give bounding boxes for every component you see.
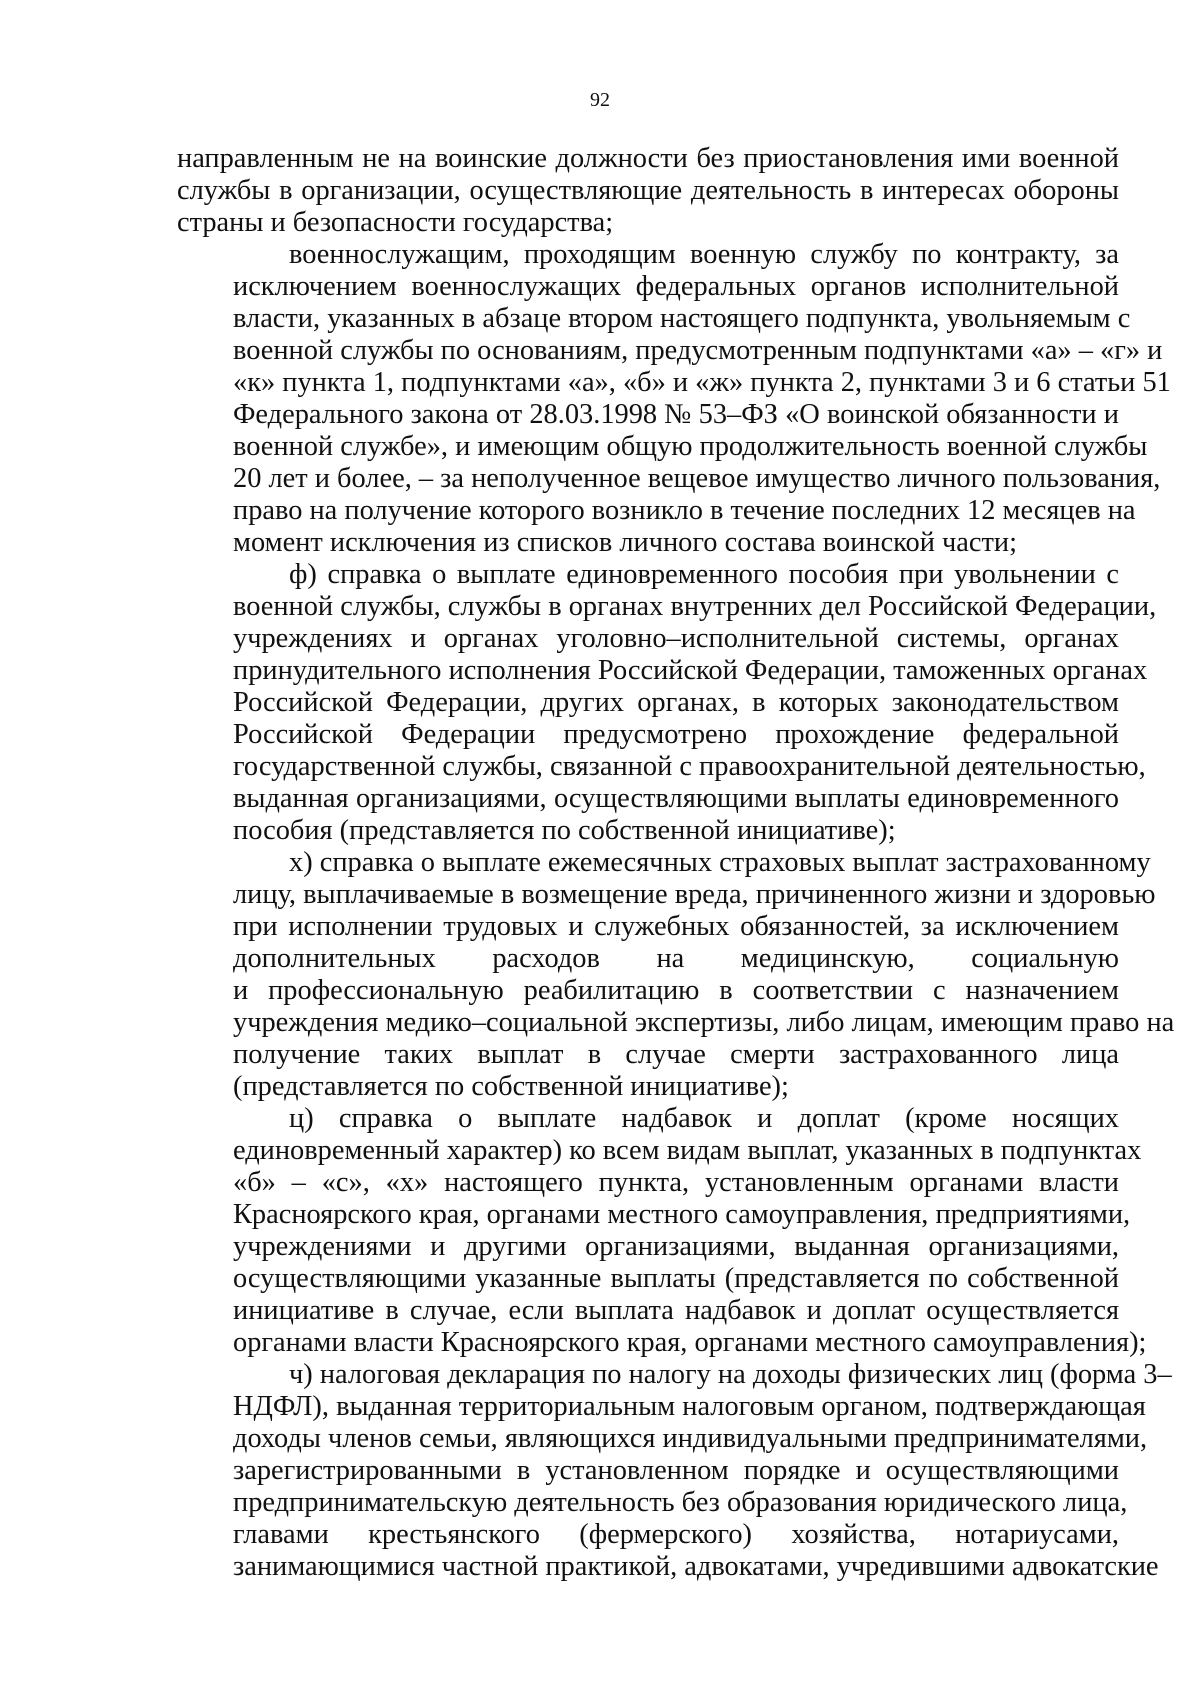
text-line: учреждения медико–социальной экспертизы, либо лицам, имеющим право на (233, 1007, 1175, 1038)
text-line: дополнительных расходов на медицинскую, социальную (233, 943, 1119, 974)
text-line: военной службы, службы в органах внутренних дел Российской Федерации, (233, 591, 1157, 622)
text-line: направленным не на воинские должности без приостановления ими военной (177, 143, 1119, 174)
text-line: службы в организации, осуществляющие деятельность в интересах обороны (177, 175, 1119, 206)
text-line: зарегистрированными в установленном порядке и осуществляющими (233, 1455, 1119, 1486)
text-line: пособия (представляется по собственной инициативе); (233, 815, 896, 846)
text-line: и профессиональную реабилитацию в соответствии с назначением (233, 975, 1119, 1006)
text-line: исключением военнослужащих федеральных органов исполнительной (233, 271, 1119, 302)
text-line: принудительного исполнения Российской Федерации, таможенных органах (233, 655, 1148, 686)
text-line: военной службе», и имеющим общую продолжительность военной службы (233, 431, 1148, 462)
text-line: военнослужащим, проходящим военную службу по контракту, за (289, 239, 1119, 270)
document-body (177, 143, 1175, 1583)
text-line: НДФЛ), выданная территориальным налоговым органом, подтверждающая (233, 1391, 1146, 1422)
text-line: Красноярского края, органами местного самоуправления, предприятиями, (233, 1199, 1131, 1230)
text-line: при исполнении трудовых и служебных обязанностей, за исключением (233, 911, 1119, 942)
text-line: Российской Федерации, других органах, в которых законодательством (233, 687, 1119, 718)
text-line: Федерального закона от 28.03.1998 № 53–ФЗ «О воинской обязанности и (233, 399, 1119, 430)
text-line: право на получение которого возникло в течение последних 12 месяцев на (233, 495, 1136, 526)
page-number: 92 (590, 89, 610, 111)
text-line: учреждениях и органах уголовно–исполнительной системы, органах (233, 623, 1119, 654)
paragraph (177, 847, 1175, 1103)
text-line: ч) налоговая декларация по налогу на доходы физических лиц (форма 3– (289, 1359, 1172, 1390)
text-line: инициативе в случае, если выплата надбавок и доплат осуществляется (233, 1295, 1119, 1326)
text-line: единовременный характер) ко всем видам выплат, указанных в подпунктах (233, 1135, 1142, 1166)
text-line: доходы членов семьи, являющихся индивидуальными предпринимателями, (233, 1423, 1148, 1454)
paragraph (177, 1359, 1172, 1583)
paragraph (177, 559, 1157, 847)
paragraph (177, 239, 1171, 559)
text-line: момент исключения из списков личного состава воинской части; (233, 527, 1017, 558)
text-line: занимающимися частной практикой, адвокатами, учредившими адвокатские (233, 1551, 1159, 1582)
text-line: государственной службы, связанной с правоохранительной деятельностью, (233, 751, 1146, 782)
text-line: страны и безопасности государства; (177, 207, 614, 238)
text-line: получение таких выплат в случае смерти застрахованного лица (233, 1039, 1119, 1070)
text-line: 20 лет и более, – за неполученное вещевое имущество личного пользования, (233, 463, 1161, 494)
text-line: учреждениями и другими организациями, выданная организациями, (233, 1231, 1119, 1262)
text-line: ф) справка о выплате единовременного пособия при увольнении с (289, 559, 1119, 590)
text-line: лицу, выплачиваемые в возмещение вреда, причиненного жизни и здоровью (233, 879, 1156, 910)
text-line: предпринимательскую деятельность без образования юридического лица, (233, 1487, 1128, 1518)
text-line: власти, указанных в абзаце втором настоящего подпункта, увольняемым с (233, 303, 1131, 334)
paragraph (177, 143, 1119, 239)
text-line: Российской Федерации предусмотрено прохождение федеральной (233, 719, 1119, 750)
text-line: военной службы по основаниям, предусмотренным подпунктами «а» – «г» и (233, 335, 1163, 366)
text-line: ц) справка о выплате надбавок и доплат (кроме носящих (289, 1103, 1119, 1134)
text-line: органами власти Красноярского края, органами местного самоуправления); (233, 1327, 1147, 1358)
text-line: «к» пункта 1, подпунктами «а», «б» и «ж» пункта 2, пунктами 3 и 6 статьи 51 (233, 367, 1171, 398)
text-line: главами крестьянского (фермерского) хозяйства, нотариусами, (233, 1519, 1119, 1550)
text-line: выданная организациями, осуществляющими выплаты единовременного (233, 783, 1119, 814)
text-line: «б» – «с», «х» настоящего пункта, установленным органами власти (233, 1167, 1119, 1198)
text-line: (представляется по собственной инициативе); (233, 1071, 789, 1102)
paragraph (177, 1103, 1147, 1359)
text-line: х) справка о выплате ежемесячных страховых выплат застрахованному (289, 847, 1151, 878)
text-line: осуществляющими указанные выплаты (представляется по собственной (233, 1263, 1119, 1294)
